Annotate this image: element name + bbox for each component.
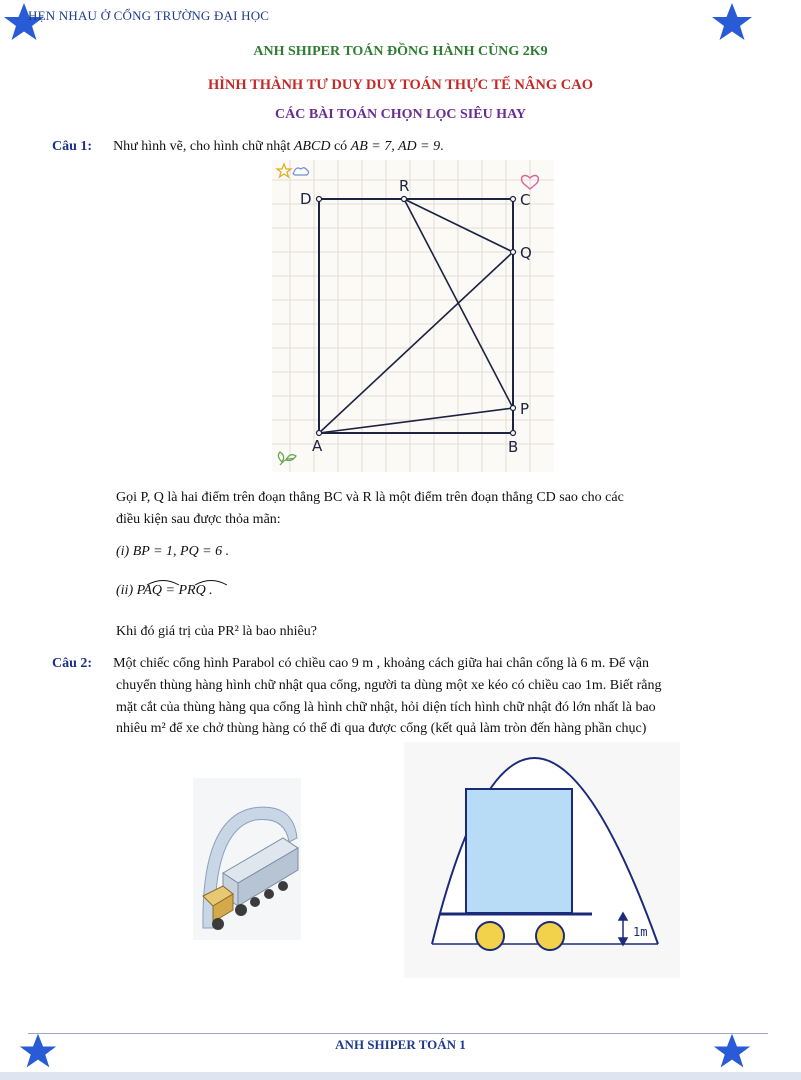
footer-divider — [28, 1033, 768, 1034]
point-label-A: A — [312, 437, 323, 455]
question-2-text-1: Một chiếc cổng hình Parabol có chiều cao 9 m , khoảng cách giữa hai chân cổng là 6 m. Để vận — [113, 656, 649, 671]
star-icon — [712, 1032, 752, 1070]
height-label: 1m — [633, 925, 648, 939]
question-1-text-1: Gọi P, Q là hai điểm trên đoạn thẳng BC và R là một điểm trên đoạn thẳng CD sao cho các — [116, 490, 624, 505]
rect-name: ABCD — [293, 139, 331, 154]
question-1-label: Câu 1: — [52, 139, 93, 154]
point-label-P: P — [520, 400, 530, 418]
header-banner-text: HẸN NHAU Ở CỔNG TRƯỜNG ĐẠI HỌC — [28, 8, 270, 23]
footer-text: ANH SHIPER TOÁN 1 — [335, 1037, 466, 1052]
angle-hat-icon — [145, 576, 235, 586]
star-icon — [710, 2, 754, 42]
question-2-line-2: chuyển thùng hàng hình chữ nhật qua cổng, người ta dùng một xe kéo có chiều cao 1m. Biết rằng — [116, 678, 662, 693]
condition-2-text: PAQ = PRQ . — [136, 583, 213, 598]
given-period: . — [440, 139, 444, 154]
question-1-text-2: điều kiện sau được thỏa mãn: — [116, 512, 281, 527]
given-values: AB = 7, AD = 9 — [350, 139, 441, 154]
question-1-statement — [52, 139, 444, 155]
question-2-line-3: mặt cắt của thùng hàng qua cổng là hình chữ nhật, hỏi diện tích hình chữ nhật đó lớn nhất là bao — [116, 700, 656, 715]
condition-1-text: BP = 1, PQ = 6 . — [132, 544, 230, 559]
point-label-C: C — [520, 191, 531, 209]
question-2-line-1 — [52, 656, 649, 672]
title-line-3: CÁC BÀI TOÁN CHỌN LỌC SIÊU HAY — [274, 107, 526, 122]
condition-2-label: (ii) — [116, 583, 134, 598]
parabola-gate-diagram — [404, 742, 680, 978]
point-label-R: R — [399, 177, 410, 195]
bottom-bar — [0, 1072, 801, 1080]
given-word: có — [333, 139, 348, 154]
truck-illustration — [193, 778, 301, 940]
title-line-1: ANH SHIPER TOÁN ĐỒNG HÀNH CÙNG 2K9 — [253, 44, 548, 59]
point-label-Q: Q — [520, 244, 532, 262]
condition-1 — [116, 544, 229, 560]
rectangle-figure — [272, 160, 554, 472]
question-1-ask: Khi đó giá trị của PR² là bao nhiêu? — [116, 624, 317, 639]
question-2-line-4: nhiêu m² để xe chở thùng hàng có thể đi qua được cổng (kết quả làm tròn đến hàng phần chục) — [116, 721, 647, 736]
title-line-2: HÌNH THÀNH TƯ DUY DUY TOÁN THỰC TẾ NÂNG CAO — [208, 77, 593, 93]
point-label-D: D — [300, 190, 312, 208]
question-2-label: Câu 2: — [52, 656, 93, 671]
question-1-intro: Như hình vẽ, cho hình chữ nhật — [113, 139, 291, 154]
condition-1-label: (i) — [116, 544, 130, 559]
point-label-B: B — [508, 438, 519, 456]
